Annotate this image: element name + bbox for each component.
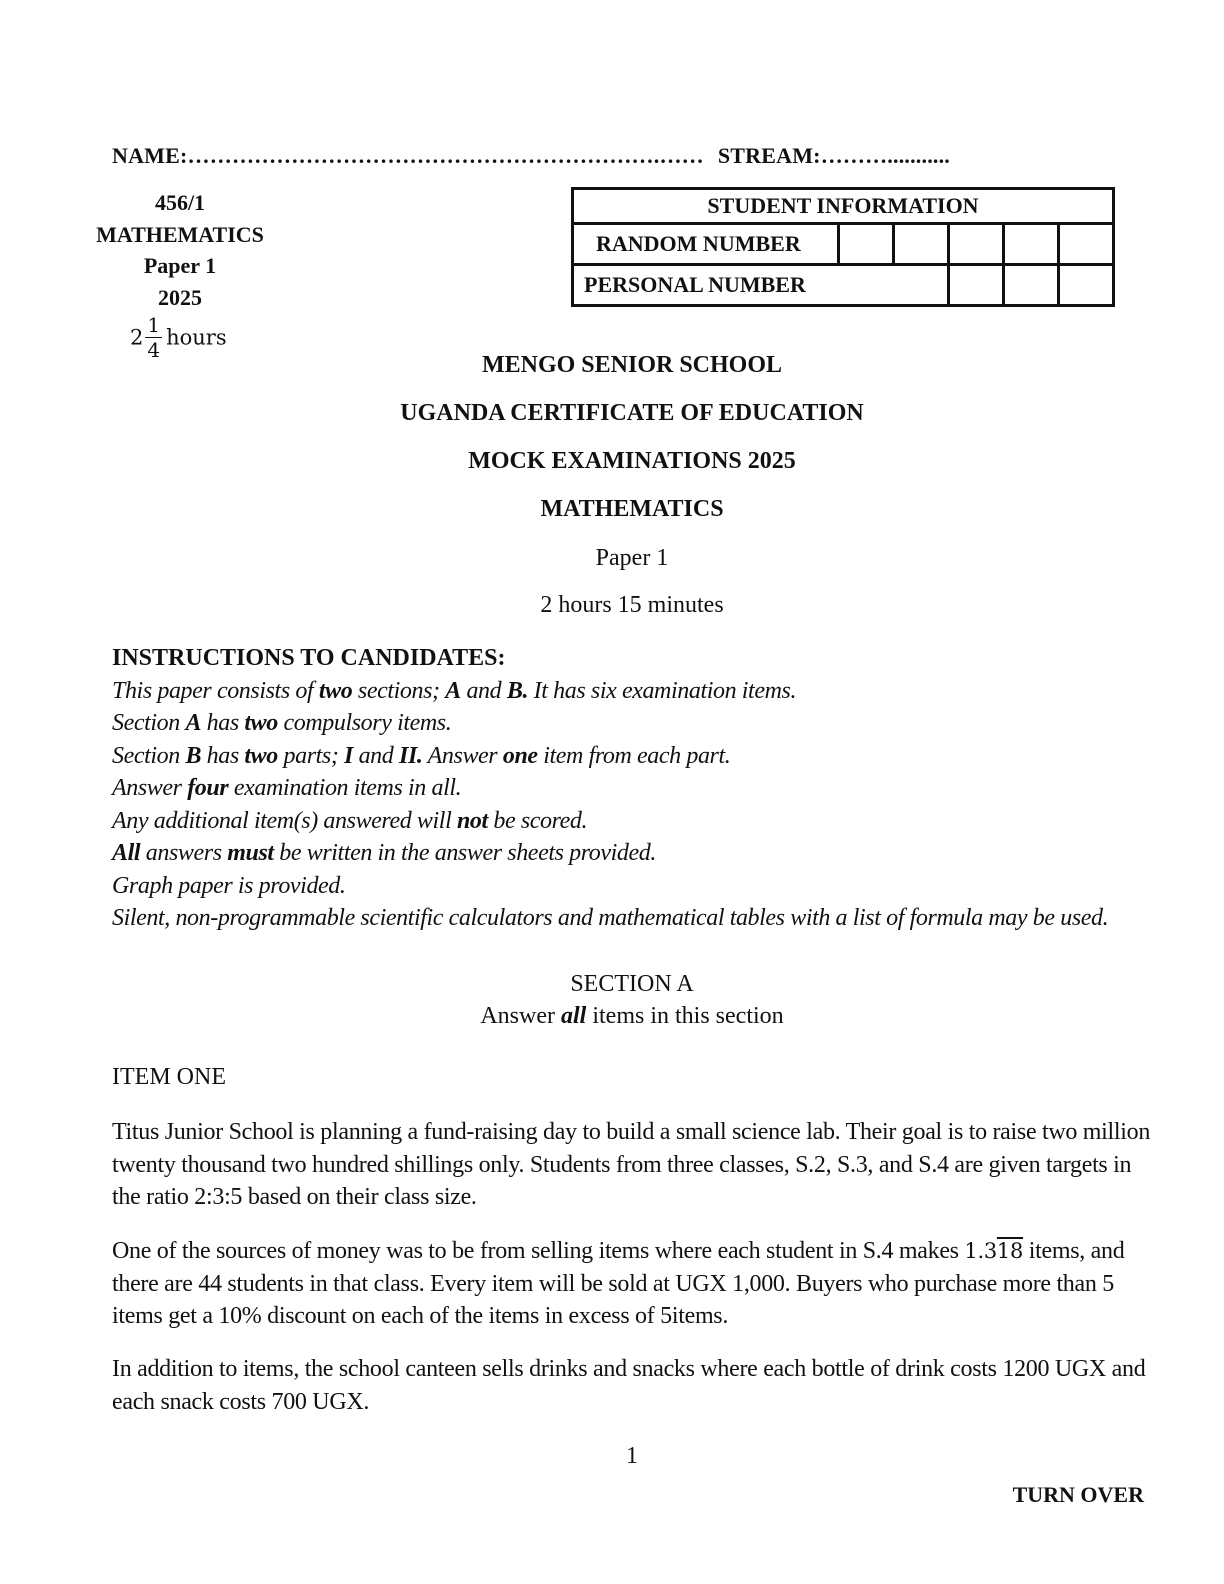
instruction-line: Graph paper is provided. [112,872,346,899]
section-a-instruction: Answer all items in this section [480,1003,784,1029]
instruction-line: Any additional item(s) answered will not be scored. [112,807,588,834]
recurring-decimal: 1.3 [964,1239,997,1263]
student-information-table [571,187,1115,307]
instruction-line: All answers must be written in the answer sheets provided. [112,840,656,866]
certificate-title: UGANDA CERTIFICATE OF EDUCATION [400,400,864,426]
exam-duration: 2 hours 15 minutes [540,592,724,618]
turn-over-label: TURN OVER [1012,1482,1144,1507]
random-number-box[interactable] [894,224,949,265]
item-one-paragraph: One of the sources of money was to be from selling items where each student in S.4 makes 1.318 items, and there are 44 students in that class. Every item will be sold at UGX 1,000. Buyers who purchase more than 5 items get a 10% discount on each of the items in excess of 5items. [112,1238,1125,1329]
school-name: MENGO SENIOR SCHOOL [481,352,783,378]
fraction-denominator: 4 [147,338,161,362]
paper-number: Paper 1 [143,253,217,278]
paper-title: Paper 1 [595,545,669,571]
name-stream-line [112,143,950,169]
page-number: 1 [626,1443,638,1469]
section-a-title: SECTION A [570,971,694,997]
random-number-box[interactable] [1004,224,1059,265]
instructions-title: INSTRUCTIONS TO CANDIDATES: [112,645,506,671]
paper-year: 2025 [158,284,202,310]
section-a-header [0,968,1224,1032]
personal-number-box[interactable] [949,265,1004,306]
random-number-box[interactable] [949,224,1004,265]
duration-whole: 2 [130,325,144,350]
random-number-box[interactable] [839,224,894,265]
instruction-line: Answer four examination items in all. [112,775,462,801]
paper-info-block [60,187,300,313]
paper-code: 456/1 [154,190,206,215]
instruction-line: Section B has two parts; I and II. Answer one item from each part. [112,742,731,769]
subject-title: MATHEMATICS [540,496,724,522]
instructions-block [112,642,1152,935]
item-one-paragraph: In addition to items, the school canteen sells drinks and snacks where each bottle of drink costs 1200 UGX and each snack costs 700 UGX. [112,1356,1146,1415]
duration-unit: hours [166,325,227,350]
personal-number-box[interactable] [1059,265,1114,306]
instruction-line: Section A has two compulsory items. [112,710,452,736]
name-field-label[interactable]: NAME:……………………………………………………….…… [112,143,704,168]
student-information-title: STUDENT INFORMATION [573,189,1114,224]
exam-title: MOCK EXAMINATIONS 2025 [468,448,796,474]
stream-field-label[interactable]: STREAM:………........... [717,143,950,168]
item-one-heading: ITEM ONE [112,1064,226,1090]
personal-number-box[interactable] [1004,265,1059,306]
fraction-numerator: 1 [147,313,161,337]
recurring-digits: 18 [996,1239,1024,1263]
instruction-line: Silent, non-programmable scientific calculators and mathematical tables with a list of formula may be used. [112,905,1109,931]
item-one-paragraph: Titus Junior School is planning a fund-raising day to build a small science lab. Their goal is to raise two million twenty thousand two hundred shillings only. Students from three classes, S.2, S.3, and S.4 are given targets in the ratio 2:3:5 based on their class size. [112,1119,1151,1210]
random-number-label: RANDOM NUMBER [573,224,839,265]
random-number-box[interactable] [1059,224,1114,265]
paper-subject: MATHEMATICS [96,221,264,247]
personal-number-label: PERSONAL NUMBER [573,265,949,306]
instruction-line: This paper consists of two sections; A and B. It has six examination items. [112,677,797,704]
